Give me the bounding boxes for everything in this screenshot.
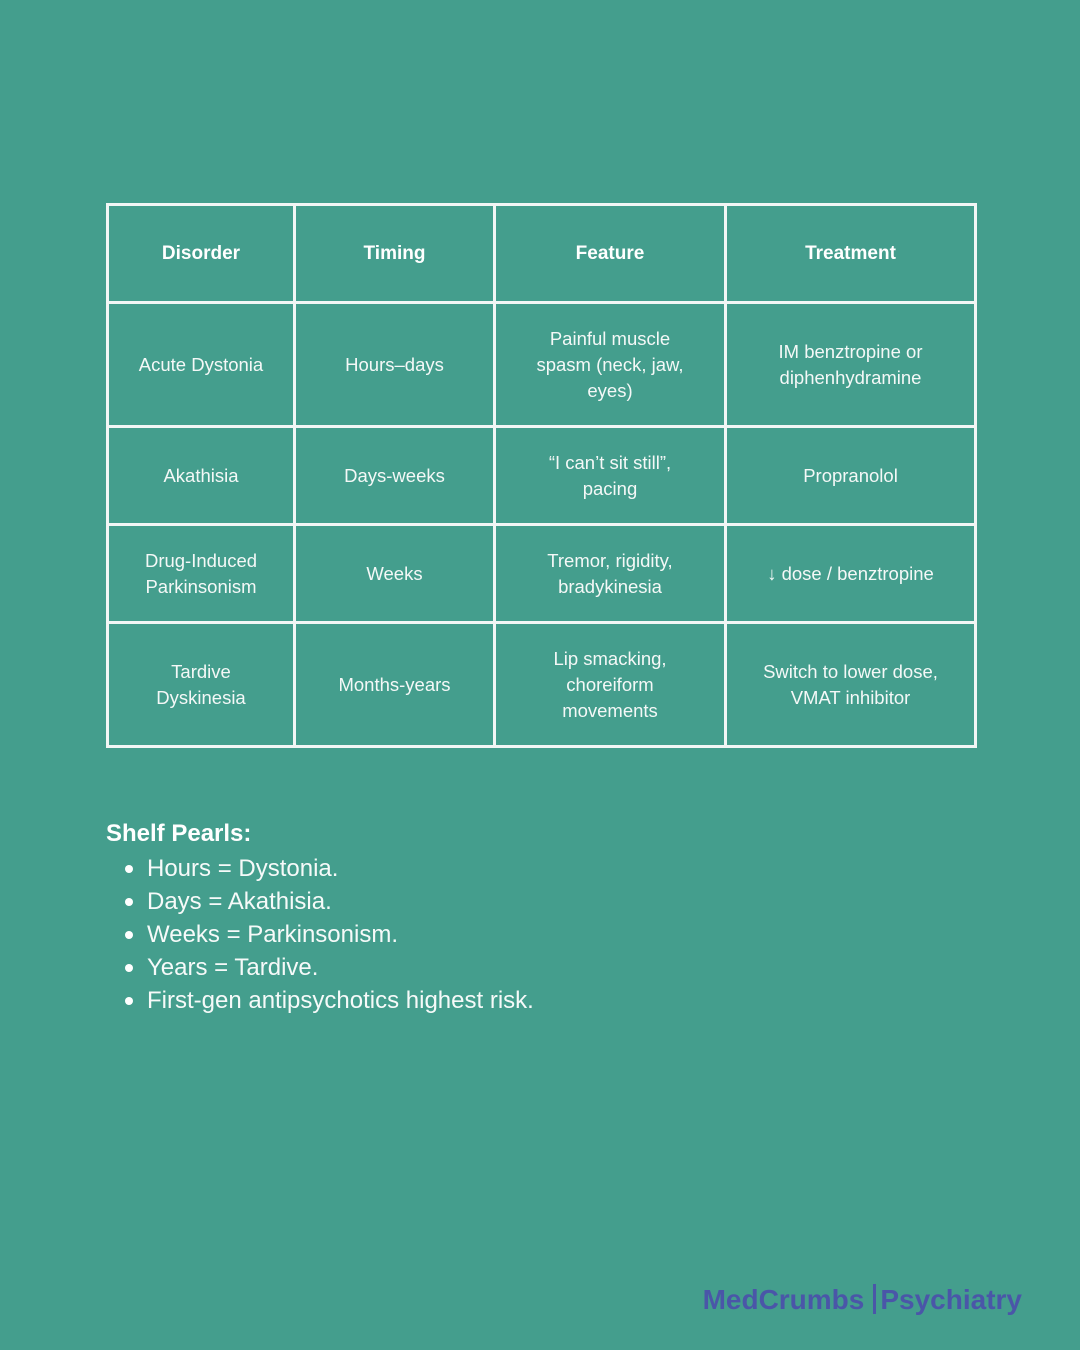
list-item bbox=[106, 852, 906, 885]
cell-treatment: Switch to lower dose, VMAT inhibitor bbox=[726, 623, 976, 747]
pearl-text: Hours = Dystonia. bbox=[147, 855, 339, 882]
pearl-text: Years = Tardive. bbox=[147, 954, 319, 981]
list-item bbox=[106, 918, 906, 951]
cell-treatment: IM benztropine or diphenhydramine bbox=[726, 303, 976, 427]
list-item bbox=[106, 951, 906, 984]
bullet-dot-icon bbox=[125, 997, 133, 1005]
header-treatment: Treatment bbox=[726, 205, 976, 303]
pearl-text: Weeks = Parkinsonism. bbox=[147, 921, 398, 948]
eps-comparison-table bbox=[106, 203, 977, 748]
cell-timing: Hours–days bbox=[295, 303, 495, 427]
bullet-dot-icon bbox=[125, 898, 133, 906]
cell-feature: Painful muscle spasm (neck, jaw, eyes) bbox=[495, 303, 726, 427]
shelf-pearls-title: Shelf Pearls: bbox=[106, 820, 252, 847]
cell-timing: Days-weeks bbox=[295, 427, 495, 525]
header-disorder: Disorder bbox=[108, 205, 295, 303]
cell-disorder: Tardive Dyskinesia bbox=[108, 623, 295, 747]
cell-timing: Months-years bbox=[295, 623, 495, 747]
pearl-text: Days = Akathisia. bbox=[147, 888, 332, 915]
table-header-row bbox=[108, 205, 976, 303]
cell-treatment: Propranolol bbox=[726, 427, 976, 525]
cell-feature: Lip smacking, choreiform movements bbox=[495, 623, 726, 747]
cell-feature: “I can’t sit still”, pacing bbox=[495, 427, 726, 525]
header-feature: Feature bbox=[495, 205, 726, 303]
list-item bbox=[106, 885, 906, 918]
cell-disorder: Akathisia bbox=[108, 427, 295, 525]
cell-disorder: Acute Dystonia bbox=[108, 303, 295, 427]
cell-disorder: Drug-Induced Parkinsonism bbox=[108, 525, 295, 623]
brand-section: Psychiatry bbox=[880, 1284, 1022, 1315]
cell-feature: Tremor, rigidity, bradykinesia bbox=[495, 525, 726, 623]
table-row-parkinsonism bbox=[108, 525, 976, 623]
cell-timing: Weeks bbox=[295, 525, 495, 623]
table-row-tardive-dyskinesia bbox=[108, 623, 976, 747]
table-row-akathisia bbox=[108, 427, 976, 525]
bullet-dot-icon bbox=[125, 865, 133, 873]
pearl-text: First-gen antipsychotics highest risk. bbox=[147, 987, 534, 1014]
shelf-pearls-section bbox=[106, 818, 906, 1017]
shelf-pearls-list bbox=[106, 852, 906, 1017]
bullet-dot-icon bbox=[125, 964, 133, 972]
cell-treatment: ↓ dose / benztropine bbox=[726, 525, 976, 623]
brand-separator bbox=[873, 1284, 876, 1314]
table-row-acute-dystonia bbox=[108, 303, 976, 427]
brand-logo bbox=[703, 1282, 1022, 1318]
brand-name: MedCrumbs bbox=[702, 1284, 865, 1315]
bullet-dot-icon bbox=[125, 931, 133, 939]
list-item bbox=[106, 984, 906, 1017]
header-timing: Timing bbox=[295, 205, 495, 303]
